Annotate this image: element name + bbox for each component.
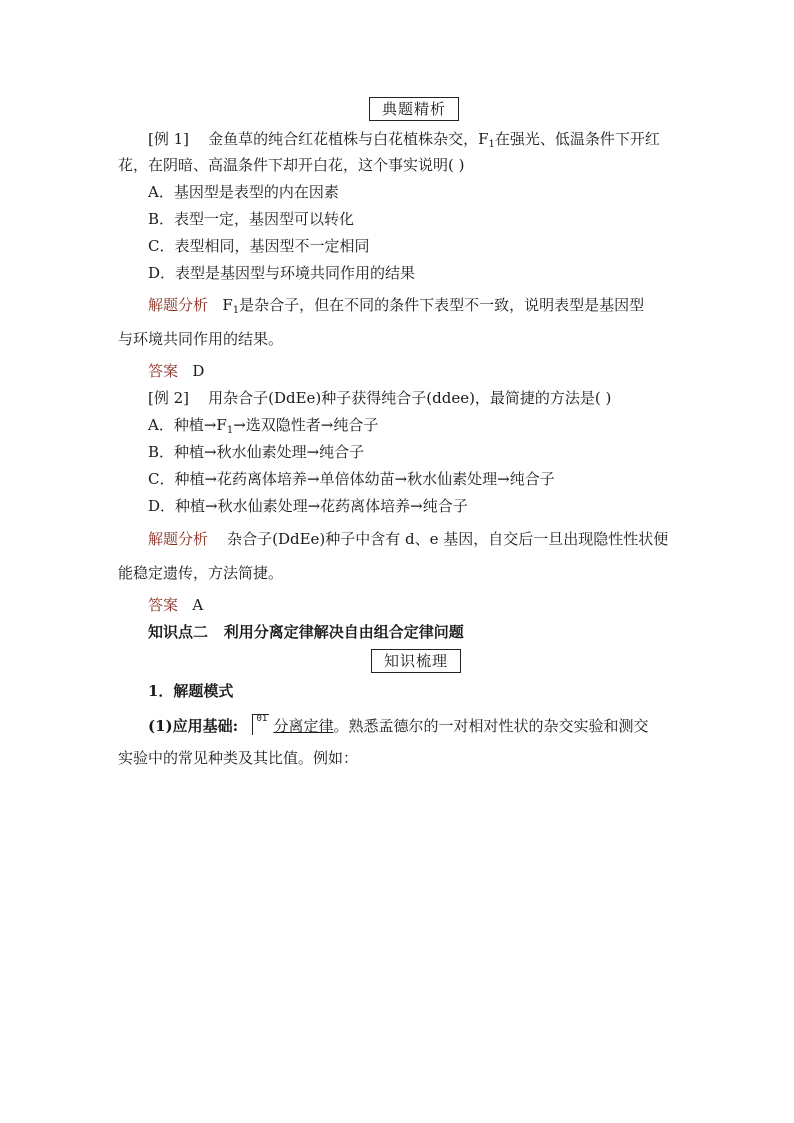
section-title-typical-examples: 典题精析 — [369, 97, 459, 121]
analysis-label: 解题分析 — [148, 530, 209, 548]
example1-option-b: B．表型一定，基因型可以转化 — [148, 210, 355, 228]
example1-analysis-line2: 与环境共同作用的结果。 — [118, 330, 284, 348]
example1-question-text: 金鱼草的纯合红花植株与白花植株杂交，F — [208, 130, 489, 148]
example1-option-c: C．表型相同，基因型不一定相同 — [148, 237, 370, 255]
example1-analysis-line1 — [148, 295, 644, 315]
example2-option-d: D．种植→秋水仙素处理→花药离体培养→纯合子 — [148, 497, 468, 515]
option-text: A．种植→F — [148, 416, 227, 434]
item-text: 。熟悉孟德尔的一对相对性状的杂交实验和测交 — [333, 717, 649, 735]
answer-value: D — [192, 362, 205, 380]
example2-option-c: C．种植→花药离体培养→单倍体幼苗→秋水仙素处理→纯合子 — [148, 470, 555, 488]
example1-option-a: A．基因型是表型的内在因素 — [148, 183, 339, 201]
analysis-text-cont: 是杂合子，但在不同的条件下表型不一致，说明表型是基因型 — [239, 296, 645, 314]
number-marker-icon — [252, 714, 269, 735]
mode-title: 1．解题模式 — [148, 682, 234, 700]
section-title-knowledge-review: 知识梳理 — [371, 649, 461, 673]
answer-value: A — [192, 596, 204, 614]
example1-question-text-cont: 在强光、低温条件下开红 — [494, 130, 660, 148]
mode-item-line2: 实验中的常见种类及其比值。例如： — [118, 749, 359, 767]
answer-label: 答案 — [148, 596, 179, 614]
example2-option-b: B．种植→秋水仙素处理→纯合子 — [148, 443, 365, 461]
example2-analysis-line2: 能稳定遗传，方法简捷。 — [118, 564, 284, 582]
example2-question-text: 用杂合子(DdEe)种子获得纯合子(ddee)，最简捷的方法是( ) — [208, 389, 612, 407]
knowledge-point-label: 知识点二 — [148, 623, 209, 641]
example2-label: [例 2] — [148, 389, 190, 407]
example2-question — [148, 388, 611, 408]
knowledge-point-heading — [148, 622, 464, 642]
concept-link: 分离定律 — [273, 717, 334, 735]
mode-item-line1 — [148, 714, 649, 736]
analysis-text: 杂合子(DdEe)种子中含有 d、e 基因，自交后一旦出现隐性性状便 — [227, 530, 669, 548]
example2-analysis-line1 — [148, 529, 668, 549]
example2-answer — [148, 595, 203, 615]
example2-option-a — [148, 415, 378, 435]
item-label: (1)应用基础: — [148, 717, 239, 735]
example1-question-line1 — [148, 129, 660, 149]
example1-answer — [148, 361, 204, 381]
analysis-text: F — [222, 296, 233, 314]
subscript: 1 — [488, 139, 495, 150]
example1-option-d: D．表型是基因型与环境共同作用的结果 — [148, 264, 416, 282]
marker-number: 01 — [256, 714, 268, 724]
example1-label: [例 1] — [148, 130, 190, 148]
subscript: 1 — [232, 305, 240, 316]
example1-question-line2: 花，在阴暗、高温条件下却开白花，这个事实说明( ) — [118, 156, 465, 174]
knowledge-point-title: 利用分离定律解决自由组合定律问题 — [223, 623, 464, 641]
subscript: 1 — [226, 425, 234, 436]
answer-label: 答案 — [148, 362, 179, 380]
analysis-label: 解题分析 — [148, 296, 209, 314]
option-text-cont: →选双隐性者→纯合子 — [233, 416, 379, 434]
